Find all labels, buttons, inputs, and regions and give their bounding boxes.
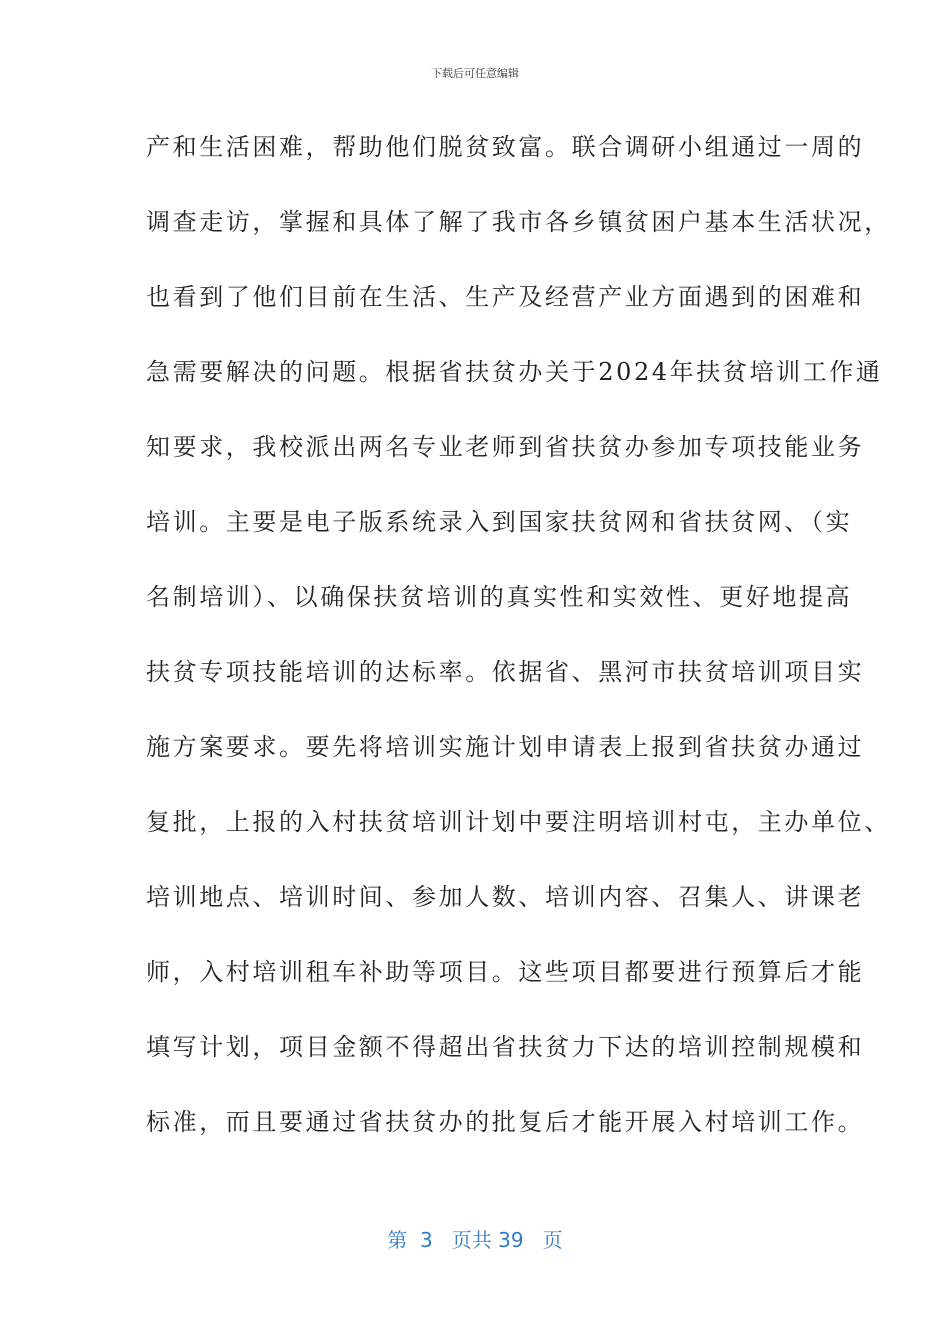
text-line: 调查走访，掌握和具体了解了我市各乡镇贫困户基本生活状况， (146, 208, 891, 236)
text-line: 施方案要求。要先将培训实施计划申请表上报到省扶贫办通过 (146, 733, 865, 761)
text-line: 急需要解决的问题。根据省扶贫办关于2024年扶贫培训工作通 (146, 358, 883, 386)
text-line: 培训地点、培训时间、参加人数、培训内容、召集人、讲课老 (146, 883, 865, 911)
header-note: 下载后可任意编辑 (431, 67, 519, 80)
text-line: 标准，而且要通过省扶贫办的批复后才能开展入村培训工作。 (146, 1108, 865, 1136)
text-line: 填写计划，项目金额不得超出省扶贫力下达的培训控制规模和 (146, 1033, 865, 1061)
text-line: 复批，上报的入村扶贫培训计划中要注明培训村屯，主办单位、 (146, 808, 891, 836)
text-line: 知要求，我校派出两名专业老师到省扶贫办参加专项技能业务 (146, 433, 865, 461)
text-line: 也看到了他们目前在生活、生产及经营产业方面遇到的困难和 (146, 283, 865, 311)
text-line: 培训。主要是电子版系统录入到国家扶贫网和省扶贫网、（实 (146, 508, 853, 536)
text-line: 产和生活困难，帮助他们脱贫致富。联合调研小组通过一周的 (146, 133, 865, 161)
text-line: 名制培训）、以确保扶贫培训的真实性和实效性、更好地提高 (146, 583, 853, 611)
text-line: 扶贫专项技能培训的达标率。依据省、黑河市扶贫培训项目实 (146, 658, 865, 686)
page-number-footer: 第 3 页共 39 页 (387, 1228, 563, 1252)
body-text (146, 122, 891, 1172)
text-line: 师，入村培训租车补助等项目。这些项目都要进行预算后才能 (146, 958, 865, 986)
